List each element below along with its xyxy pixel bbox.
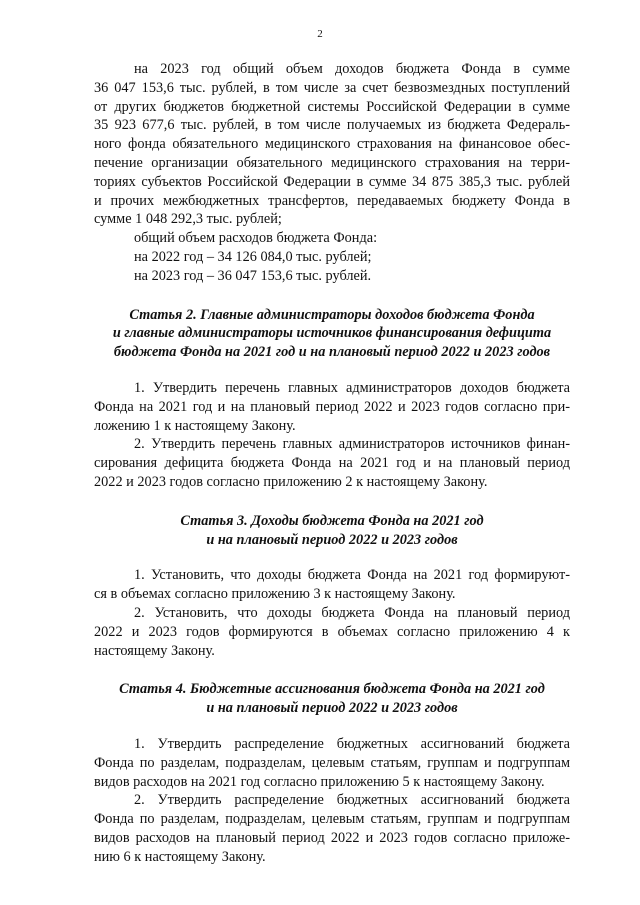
article-4: [94, 680, 570, 866]
article-paragraph: 2. Утвердить перечень главных администраторов источников финан- сирования дефицита бюджета Фонда на 2021 год и на плановый период 2022 и 2023 годов согласно приложению 2 к настоящему Закону.: [94, 436, 570, 490]
article-title: Статья 2. Главные администраторы доходов бюджета Фонда и главные администраторы источников финансирования дефицита бюджета Фонда на 2021 год и на плановый период 2022 и 2023 годов: [112, 306, 552, 361]
text-line: 36 047 153,6 тыс. рублей, в том числе за счет безвозмездных поступлений: [94, 79, 570, 96]
page-number: 2: [317, 28, 323, 40]
article-2: [94, 306, 570, 492]
expenses-2023: на 2023 год – 36 047 153,6 тыс. рублей.: [134, 267, 372, 284]
article-title: Статья 4. Бюджетные ассигнования бюджета Фонда на 2021 год и на плановый период 2022 и 2023 годов: [119, 681, 545, 717]
document-body: [94, 60, 570, 866]
article-title: Статья 3. Доходы бюджета Фонда на 2021 год и на плановый период 2022 и 2023 годов: [180, 512, 484, 548]
text-line: печение организации обязательного медицинского страхования на терри-: [94, 154, 570, 171]
text-line: от других бюджетов бюджетной системы Российской Федерации в сумме: [94, 98, 570, 115]
text-line: 35 923 677,6 тыс. рублей, в том числе получаемых из бюджета Федераль-: [94, 117, 570, 134]
article-paragraph: 1. Утвердить перечень главных администраторов доходов бюджета Фонда на 2021 год и на плановый период 2022 и 2023 годов согласно при- ложению 1 к настоящему Закону.: [94, 379, 570, 434]
text-line: сумме 1 048 292,3 тыс. рублей;: [94, 211, 282, 228]
expenses-2022: на 2022 год – 34 126 084,0 тыс. рублей;: [134, 248, 372, 265]
text-line: ного фонда обязательного медицинского страхования на финансовое обес-: [94, 136, 570, 153]
text-line: ториях субъектов Российской Федерации в сумме 34 875 385,3 тыс. рублей: [94, 173, 570, 190]
article-paragraph: 1. Утвердить распределение бюджетных ассигнований бюджета Фонда по разделам, подразделам, целевым статьям, группам и подгруппам видов расходов на 2021 год согласно приложению 5 к настоящему Закону.: [94, 735, 570, 790]
text-line: и прочих межбюджетных трансфертов, передаваемых бюджету Фонда в: [94, 192, 570, 209]
article-paragraph: 2. Утвердить распределение бюджетных ассигнований бюджета Фонда по разделам, подразделам, целевым статьям, группам и подгруппам видов расходов на плановый период 2022 и 2023 годов согласно приложе- нию 6 к настоящему Закону.: [94, 792, 570, 865]
article-paragraph: 1. Установить, что доходы бюджета Фонда на 2021 год формируют- ся в объемах согласно приложению 3 к настоящему Закону.: [94, 567, 570, 603]
intro-paragraph: [94, 60, 570, 229]
expenses-label: общий объем расходов бюджета Фонда:: [134, 230, 378, 247]
article-3: [94, 512, 570, 661]
text-line: на 2023 год общий объем доходов бюджета Фонда в сумме: [134, 61, 570, 77]
article-paragraph: 2. Установить, что доходы бюджета Фонда на плановый период 2022 и 2023 годов формируются в объемах согласно приложению 4 к настоящему Закону.: [94, 604, 570, 659]
